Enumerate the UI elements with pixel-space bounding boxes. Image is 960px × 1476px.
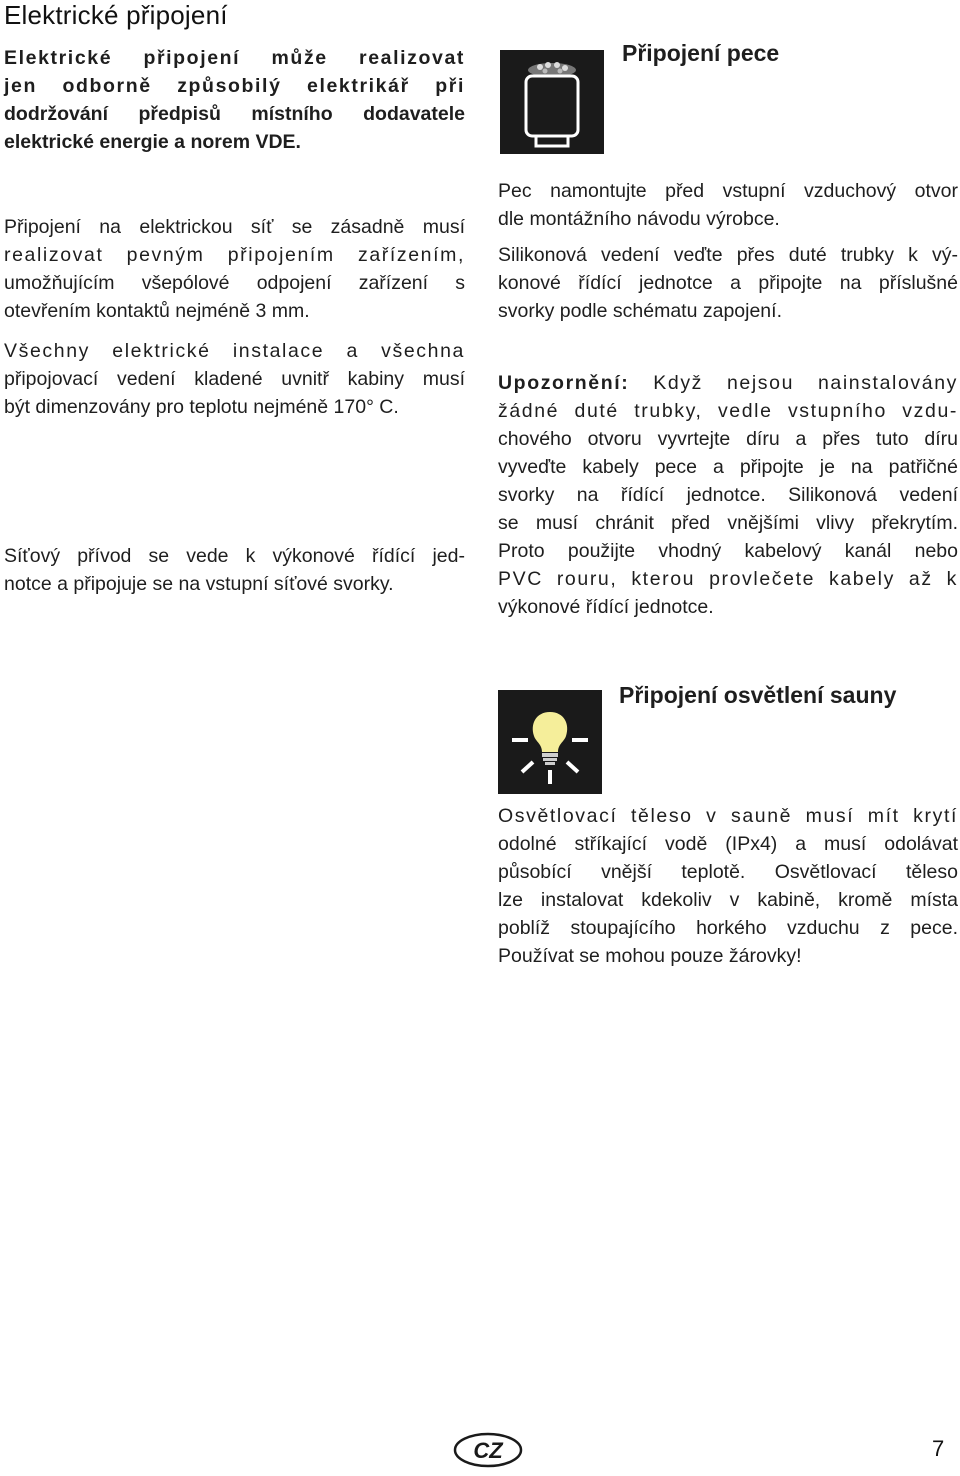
- stove-text-2: [498, 241, 958, 325]
- section-heading-stove: Připojení pece: [622, 40, 780, 66]
- text-line: připojovací vedení kladené uvnitř kabiny musí: [4, 368, 465, 390]
- text-line: realizovat pevným připojením zařízením,: [4, 244, 465, 266]
- light-text: [498, 802, 958, 970]
- left-column-p4: [4, 542, 465, 598]
- left-column-p2: [4, 213, 465, 325]
- warning-text: Když nejsou nainstalovány: [629, 372, 958, 394]
- text-line: dle montážního návodu výrobce.: [498, 208, 780, 230]
- text-line: se musí chránit před vnějšími vlivy překrytím.: [498, 512, 958, 534]
- text-line: konové řídící jednotce a připojte na příslušné: [498, 272, 958, 294]
- text-line: žádné duté trubky, vedle vstupního vzdu-: [498, 400, 958, 422]
- text-line: lze instalovat kdekoliv v kabině, kromě místa: [498, 889, 958, 911]
- text-line: Všechny elektrické instalace a všechna: [4, 340, 465, 362]
- text-line: elektrické energie a norem VDE.: [4, 131, 301, 153]
- text-line: jen odborně způsobilý elektrikář při: [4, 75, 465, 97]
- text-line: Elektrické připojení může realizovat: [4, 47, 465, 69]
- language-badge: [452, 1430, 524, 1470]
- text-line: Pec namontujte před vstupní vzduchový otvor: [498, 180, 958, 202]
- text-line: Připojení na elektrickou síť se zásadně musí: [4, 216, 465, 238]
- page-number: 7: [932, 1436, 945, 1461]
- text-line: výkonové řídící jednotce.: [498, 596, 714, 618]
- text-line: být dimenzovány pro teplotu nejméně 170° C.: [4, 396, 399, 418]
- text-line: dodržování předpisů místního dodavatele: [4, 103, 465, 125]
- warning-label: Upozornění:: [498, 372, 630, 394]
- section-heading-light: Připojení osvětlení sauny: [619, 682, 897, 708]
- text-line: Síťový přívod se vede k výkonové řídící jed-: [4, 545, 465, 567]
- left-column: [4, 44, 465, 156]
- stove-warning: [498, 369, 958, 621]
- paragraph-electrician: [4, 44, 465, 156]
- text-line: Silikonová vedení veďte přes duté trubky k vý-: [498, 244, 958, 266]
- text-line: Používat se mohou pouze žárovky!: [498, 945, 802, 967]
- text-line: Proto použijte vhodný kabelový kanál nebo: [498, 540, 958, 562]
- left-column-p3: [4, 337, 465, 421]
- text-line: umožňujícím všepólové odpojení zařízení s: [4, 272, 465, 294]
- text-line: PVC rouru, kterou provlečete kabely až k: [498, 568, 958, 590]
- text-line: notce a připojuje se na vstupní síťové svorky.: [4, 573, 394, 595]
- text-line: odolné stříkající vodě (IPx4) a musí odolávat: [498, 833, 958, 855]
- text-line: svorky podle schématu zapojení.: [498, 300, 782, 322]
- text-line: působící vnější teplotě. Osvětlovací těleso: [498, 861, 958, 883]
- text-line: svorky na řídící jednotce. Silikonová vedení: [498, 484, 958, 506]
- language-badge-label: CZ: [473, 1438, 503, 1463]
- text-line: otevřením kontaktů nejméně 3 mm.: [4, 300, 310, 322]
- text-line: [498, 369, 958, 397]
- light-bulb-icon: [498, 690, 602, 794]
- stove-text: [498, 177, 958, 233]
- page-title: Elektrické připojení: [4, 0, 228, 30]
- text-line: poblíž stoupajícího horkého vzduchu z pece.: [498, 917, 958, 939]
- sauna-stove-icon: [500, 50, 604, 154]
- text-line: chového otvoru vyvrtejte díru a přes tuto díru: [498, 428, 958, 450]
- text-line: vyveďte kabely pece a připojte je na patřičné: [498, 456, 958, 478]
- text-line: Osvětlovací těleso v sauně musí mít krytí: [498, 805, 958, 827]
